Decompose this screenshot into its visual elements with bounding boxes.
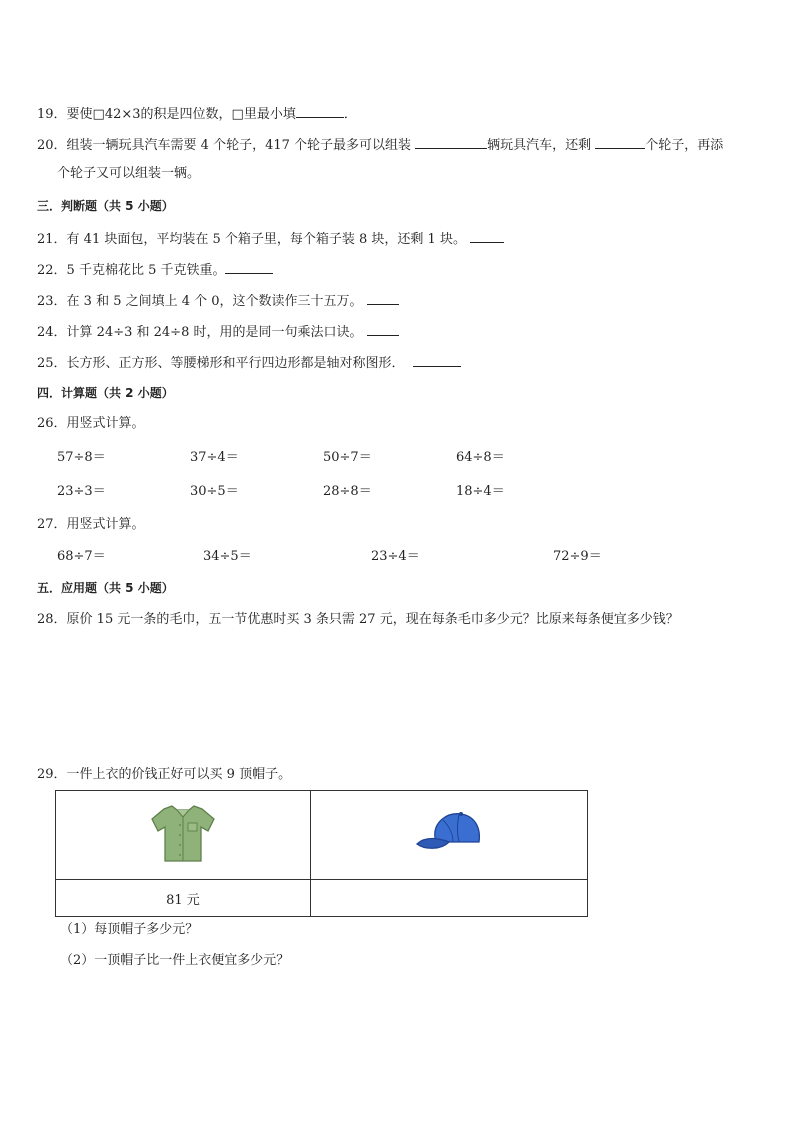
q21-blank[interactable] <box>470 229 504 243</box>
q20-part2: 辆玩具汽车，还剩 <box>487 138 596 153</box>
q23-blank[interactable] <box>367 291 399 305</box>
question-23 <box>37 291 399 311</box>
q19-blank[interactable] <box>296 104 344 118</box>
question-21 <box>37 229 504 249</box>
calc-item: 18÷4＝ <box>456 484 505 499</box>
calc-item: 34÷5＝ <box>203 549 252 564</box>
q26-title: 26．用竖式计算。 <box>37 416 145 431</box>
calc-item: 50÷7＝ <box>323 450 372 465</box>
question-28: 28．原价 15 元一条的毛巾，五一节优惠时买 3 条只需 27 元，现在每条毛巾多少元？比原来每条便宜多少钱？ <box>37 612 679 627</box>
shirt-cell <box>56 791 311 880</box>
calc-item: 57÷8＝ <box>57 450 106 465</box>
section-5-heading: 五．应用题（共 5 小题） <box>37 581 174 595</box>
q27-title: 27．用竖式计算。 <box>37 517 145 532</box>
calc-item: 30÷5＝ <box>190 484 239 499</box>
q21-text: 21．有 41 块面包，平均装在 5 个箱子里，每个箱子装 8 块，还剩 1 块。 <box>37 232 466 247</box>
calc-item: 28÷8＝ <box>323 484 372 499</box>
calc-item: 68÷7＝ <box>57 549 106 564</box>
calc-item: 23÷4＝ <box>371 549 420 564</box>
question-19 <box>37 104 357 124</box>
q25-blank[interactable] <box>413 353 461 367</box>
question-20 <box>37 135 723 155</box>
q20-part3: 个轮子，再添 <box>645 138 724 153</box>
q29-title: 29．一件上衣的价钱正好可以买 9 顶帽子。 <box>37 767 292 782</box>
question-25 <box>37 353 461 373</box>
q20-blank-1[interactable] <box>415 135 487 149</box>
q22-blank[interactable] <box>225 260 273 274</box>
section-3-heading: 三．判断题（共 5 小题） <box>37 199 174 213</box>
q20-part1: 20．组装一辆玩具汽车需要 4 个轮子，417 个轮子最多可以组装 <box>37 138 416 153</box>
q29-sub2: （2）一顶帽子比一件上衣便宜多少元？ <box>60 953 290 968</box>
shirt-icon <box>150 803 216 863</box>
cap-cell <box>310 791 587 880</box>
calc-item: 64÷8＝ <box>456 450 505 465</box>
calc-item: 23÷3＝ <box>57 484 106 499</box>
question-24 <box>37 322 399 342</box>
q22-text: 22．5 千克棉花比 5 千克铁重。 <box>37 263 226 278</box>
q25-text: 25．长方形、正方形、等腰梯形和平行四边形都是轴对称图形． <box>37 356 405 371</box>
q23-text: 23．在 3 和 5 之间填上 4 个 0，这个数读作三十五万。 <box>37 294 363 309</box>
q24-blank[interactable] <box>367 322 399 336</box>
q19-text: 19．要使□42×3的积是四位数，□里最小填 <box>37 107 296 122</box>
calc-item: 37÷4＝ <box>190 450 239 465</box>
q20-line2: 个轮子又可以组装一辆。 <box>57 166 201 181</box>
q19-end: ． <box>343 107 357 122</box>
cap-price-blank[interactable] <box>310 880 587 917</box>
q24-text: 24．计算 24÷3 和 24÷8 时，用的是同一句乘法口诀。 <box>37 325 363 340</box>
q20-blank-2[interactable] <box>595 135 645 149</box>
question-22 <box>37 260 273 280</box>
shirt-price: 81 元 <box>56 880 311 917</box>
q29-sub1: （1）每顶帽子多少元？ <box>60 922 199 937</box>
price-table <box>55 790 588 917</box>
calc-item: 72÷9＝ <box>553 549 602 564</box>
cap-icon <box>413 810 485 856</box>
section-4-heading: 四．计算题（共 2 小题） <box>37 386 174 400</box>
